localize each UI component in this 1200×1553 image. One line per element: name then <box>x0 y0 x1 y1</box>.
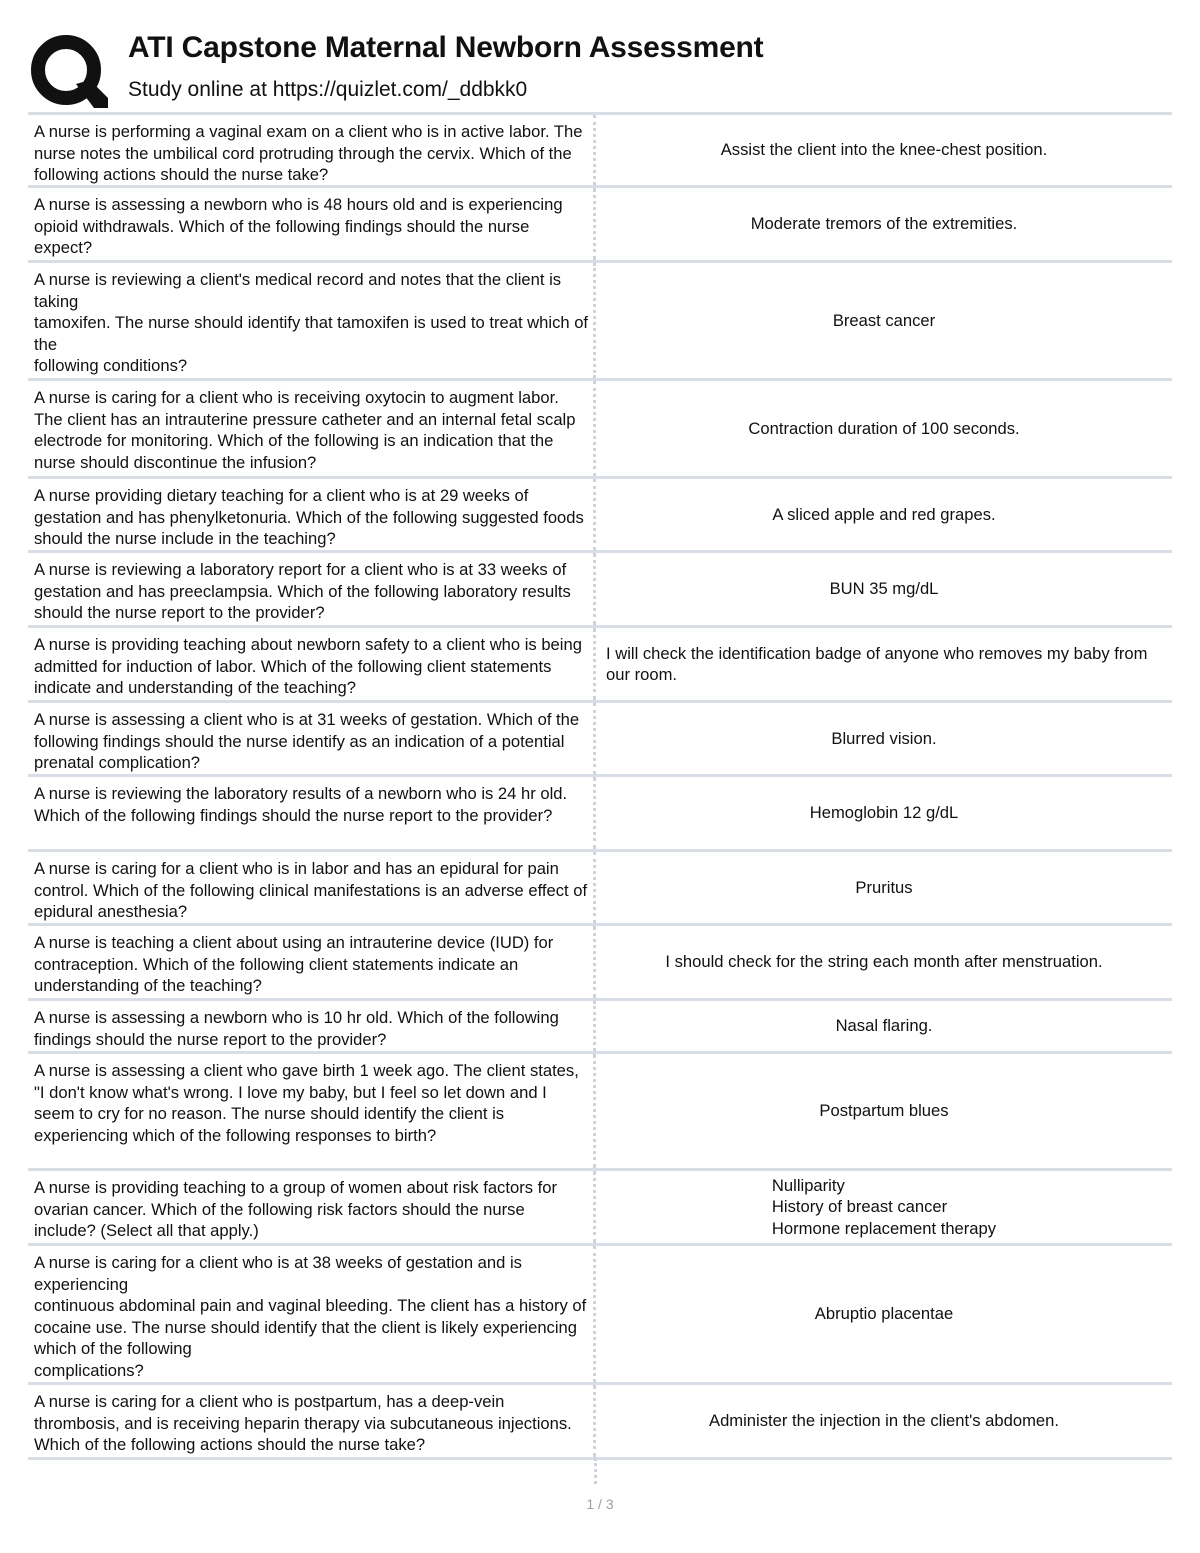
term: A nurse is assessing a newborn who is 10 hr old. Which of the following findings should the nurse report to the provider? <box>28 1001 596 1051</box>
flashcard-row <box>28 553 1172 628</box>
flashcard-row <box>28 1385 1172 1460</box>
term: A nurse is providing teaching about newborn safety to a client who is being admitted for induction of labor. Which of the following client statements indicate and understanding of the teaching? <box>28 628 596 700</box>
flashcard-row <box>28 1246 1172 1385</box>
term: A nurse is caring for a client who is receiving oxytocin to augment labor. The client has an intrauterine pressure catheter and an internal fetal scalp electrode for monitoring. Which of the following is an indication that the nurse should discontinue the infusion? <box>28 381 596 476</box>
term: A nurse is reviewing the laboratory results of a newborn who is 24 hr old. Which of the following findings should the nurse report to the provider? <box>28 777 596 849</box>
column-divider <box>594 1458 597 1484</box>
term: A nurse is reviewing a client's medical record and notes that the client is taking tamoxifen. The nurse should identify that tamoxifen is used to treat which of the following conditions? <box>28 263 596 378</box>
definition: Postpartum blues <box>819 1101 949 1121</box>
term: A nurse is assessing a newborn who is 48 hours old and is experiencing opioid withdrawals. Which of the following findings should the nurse expect? <box>28 188 596 260</box>
flashcard-row <box>28 115 1172 188</box>
page-title: ATI Capstone Maternal Newborn Assessment <box>128 31 764 64</box>
page-number: 1 / 3 <box>586 1496 614 1512</box>
quizlet-logo-icon <box>28 32 108 112</box>
definition: Pruritus <box>855 877 913 897</box>
flashcard-list <box>28 112 1172 1460</box>
term: A nurse is providing teaching to a group of women about risk factors for ovarian cancer. Which of the following risk factors should the nurse include? (Select all that apply.) <box>28 1171 596 1243</box>
definition: I should check for the string each month after menstruation. <box>665 952 1103 972</box>
flashcard-row <box>28 188 1172 263</box>
definition: Blurred vision. <box>831 728 937 748</box>
definition: Nasal flaring. <box>835 1016 933 1036</box>
term: A nurse is assessing a client who is at 31 weeks of gestation. Which of the following findings should the nurse identify as an indication of a potential prenatal complication? <box>28 703 596 774</box>
term: A nurse is caring for a client who is postpartum, has a deep-vein thrombosis, and is receiving heparin therapy via subcutaneous injections. Which of the following actions should the nurse take? <box>28 1385 596 1457</box>
flashcard-row <box>28 852 1172 926</box>
definition: Moderate tremors of the extremities. <box>750 214 1018 234</box>
flashcard-row <box>28 777 1172 852</box>
term: A nurse is reviewing a laboratory report for a client who is at 33 weeks of gestation and has preeclampsia. Which of the following laboratory results should the nurse report to the provider? <box>28 553 596 625</box>
definition: Hemoglobin 12 g/dL <box>809 803 959 823</box>
flashcard-row <box>28 1054 1172 1171</box>
flashcard-row <box>28 263 1172 381</box>
flashcard-row <box>28 479 1172 553</box>
term: A nurse is assessing a client who gave birth 1 week ago. The client states, "I don't know what's wrong. I love my baby, but I feel so let down and I seem to cry for no reason. The nurse should identify the client is experiencing which of the following responses to birth? <box>28 1054 596 1168</box>
flashcard-row <box>28 1171 1172 1246</box>
term: A nurse is caring for a client who is at 38 weeks of gestation and is experiencing continuous abdominal pain and vaginal bleeding. The client has a history of cocaine use. The nurse should identify that the client is likely experiencing which of the following complications? <box>28 1246 596 1382</box>
page-header <box>28 28 1178 112</box>
definition: Nulliparity History of breast cancer Hormone replacement therapy <box>771 1175 997 1238</box>
term: A nurse providing dietary teaching for a client who is at 29 weeks of gestation and has phenylketonuria. Which of the following suggested foods should the nurse include in the teaching? <box>28 479 596 550</box>
flashcard-row <box>28 628 1172 703</box>
term: A nurse is teaching a client about using an intrauterine device (IUD) for contraception. Which of the following client statements indicate an understanding of the teaching? <box>28 926 596 998</box>
flashcard-row <box>28 1001 1172 1054</box>
definition: A sliced apple and red grapes. <box>772 504 996 524</box>
flashcard-row <box>28 703 1172 777</box>
definition: Assist the client into the knee-chest position. <box>720 140 1048 160</box>
study-online-link[interactable]: Study online at https://quizlet.com/_ddbkk0 <box>128 78 528 101</box>
flashcard-row <box>28 926 1172 1001</box>
definition: Abruptio placentae <box>814 1304 954 1324</box>
definition: BUN 35 mg/dL <box>829 579 939 599</box>
definition: Breast cancer <box>832 310 936 330</box>
definition: I will check the identification badge of anyone who removes my baby from our room. <box>606 643 1148 684</box>
definition: Contraction duration of 100 seconds. <box>748 418 1020 438</box>
term: A nurse is performing a vaginal exam on a client who is in active labor. The nurse notes the umbilical cord protruding through the cervix. Which of the following actions should the nurse take? <box>28 115 596 185</box>
definition: Administer the injection in the client's abdomen. <box>709 1411 1059 1431</box>
flashcard-row <box>28 381 1172 479</box>
term: A nurse is caring for a client who is in labor and has an epidural for pain control. Which of the following clinical manifestations is an adverse effect of epidural anesthesia? <box>28 852 596 923</box>
